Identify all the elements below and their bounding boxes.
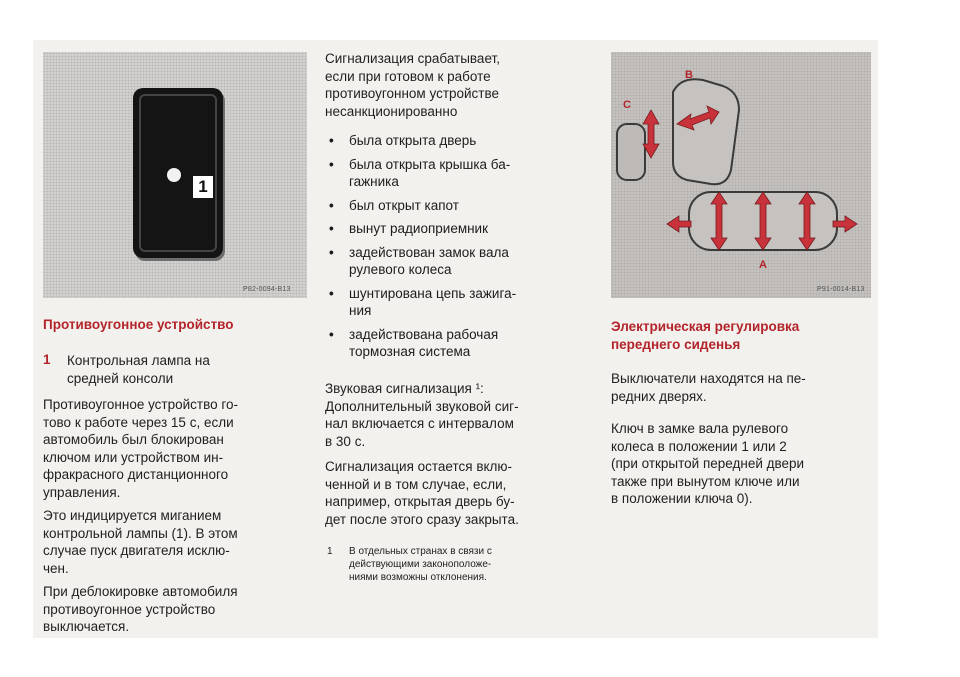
text-line: автомобиль был блокирован — [43, 432, 224, 447]
text-line: выключается. — [43, 619, 130, 634]
text-line: гажника — [349, 174, 399, 189]
text-line: • вынут радиоприемник — [349, 221, 489, 236]
text-line: ниями возможны отклонения. — [349, 572, 487, 583]
switch-c — [617, 124, 645, 180]
legend-text — [67, 352, 210, 387]
figure-code: P82-0094-B13 — [243, 286, 291, 293]
list-item — [325, 132, 595, 150]
text-line: тово к работе через 15 с, если — [43, 414, 234, 430]
footnote-text — [349, 545, 599, 584]
seat-switch-figure — [611, 52, 871, 298]
text-line: Это индицируется миганием — [43, 508, 222, 523]
seat-heading — [611, 318, 871, 354]
text-line: • задействован замок вала — [349, 244, 509, 260]
text-line: управления. — [43, 484, 121, 500]
text-line: в положении ключа 0). — [611, 491, 753, 506]
text-line: противоугонное устройство — [43, 601, 216, 617]
heading-line: переднего сиденья — [611, 337, 741, 352]
seat-switch-drawing — [611, 52, 871, 298]
center-console-panel — [133, 88, 223, 258]
text-line: • задействована рабочая — [349, 326, 499, 342]
text-line: • была открыта дверь — [349, 133, 477, 148]
label-c: C — [623, 99, 631, 111]
text-line: Сигнализация срабатывает, — [325, 51, 500, 66]
label-a: A — [759, 259, 767, 271]
text-line: редних дверях. — [611, 388, 707, 404]
text-line: колеса в положении 1 или 2 — [611, 438, 787, 454]
figure-callout-1: 1 — [193, 176, 213, 198]
text-line: При деблокировке автомобиля — [43, 584, 238, 599]
text-line: тормозная система — [349, 344, 471, 359]
warning-lamp-icon — [167, 168, 181, 182]
label-b: B — [685, 69, 693, 81]
text-line: несанкционированно — [325, 103, 458, 119]
list-item — [325, 156, 595, 191]
text-line: средней консоли — [67, 370, 174, 386]
text-line: • была открыта крышка ба- — [349, 156, 511, 172]
text-line: (при открытой передней двери — [611, 456, 805, 471]
paragraph-unlock — [43, 583, 313, 636]
alarm-trigger-list — [325, 132, 595, 367]
paragraph-blink — [43, 507, 313, 577]
text-line: Противоугонное устройство го- — [43, 397, 239, 412]
list-item — [325, 220, 595, 238]
text-line: Сигнализация остается вклю- — [325, 459, 513, 474]
antitheft-heading: Противоугонное устройство — [43, 317, 234, 332]
text-line: • шунтирована цепь зажига- — [349, 285, 517, 301]
text-line: фракрасного дистанционного — [43, 467, 229, 482]
list-item — [325, 197, 595, 215]
text-line: • был открыт капот — [349, 197, 459, 213]
text-line: ключом или устройством ин- — [43, 449, 224, 465]
text-line: Выключатели находятся на пе- — [611, 371, 806, 386]
text-line: Звуковая сигнализация ¹: — [325, 381, 484, 396]
text-line: ченной и в том случае, если, — [325, 476, 507, 492]
list-item — [325, 285, 595, 320]
switch-b — [673, 79, 739, 184]
key-position-paragraph — [611, 420, 873, 508]
arrow-left-icon — [667, 216, 691, 232]
text-line: Ключ в замке вала рулевого — [611, 421, 789, 436]
text-line: ния — [349, 303, 372, 318]
text-line: в 30 с. — [325, 433, 366, 449]
text-line: например, открытая дверь бу- — [325, 494, 515, 509]
text-line: действующими законоположе- — [349, 559, 492, 570]
manual-page — [33, 40, 878, 638]
text-line: нал включается с интервалом — [325, 416, 514, 431]
paragraph-ready — [43, 396, 313, 501]
footnote-number: 1 — [327, 546, 333, 557]
list-item — [325, 326, 595, 361]
alarm-intro — [325, 50, 595, 120]
console-figure — [43, 52, 307, 298]
figure-code: P91-0014-B13 — [817, 286, 865, 293]
text-line: контрольной лампы (1). В этом — [43, 525, 238, 541]
list-item — [325, 244, 595, 279]
text-line: случае пуск двигателя исклю- — [43, 543, 230, 558]
legend-number: 1 — [43, 352, 51, 367]
text-line: также при вынутом ключе или — [611, 473, 800, 489]
text-line: Дополнительный звуковой сиг- — [325, 398, 519, 414]
text-line: дет после этого сразу закрыта. — [325, 511, 519, 527]
text-line: чен. — [43, 560, 69, 576]
text-line: если при готовом к работе — [325, 68, 491, 84]
alarm-remains-paragraph — [325, 458, 610, 528]
switch-location-paragraph — [611, 370, 873, 405]
sound-alarm-paragraph — [325, 380, 605, 450]
text-line: противоугонном устройстве — [325, 86, 500, 101]
heading-line: Электрическая регулировка — [611, 319, 800, 334]
text-line: В отдельных странах в связи с — [349, 546, 492, 557]
text-line: рулевого колеса — [349, 262, 452, 277]
text-line: Контрольная лампа на — [67, 353, 210, 368]
